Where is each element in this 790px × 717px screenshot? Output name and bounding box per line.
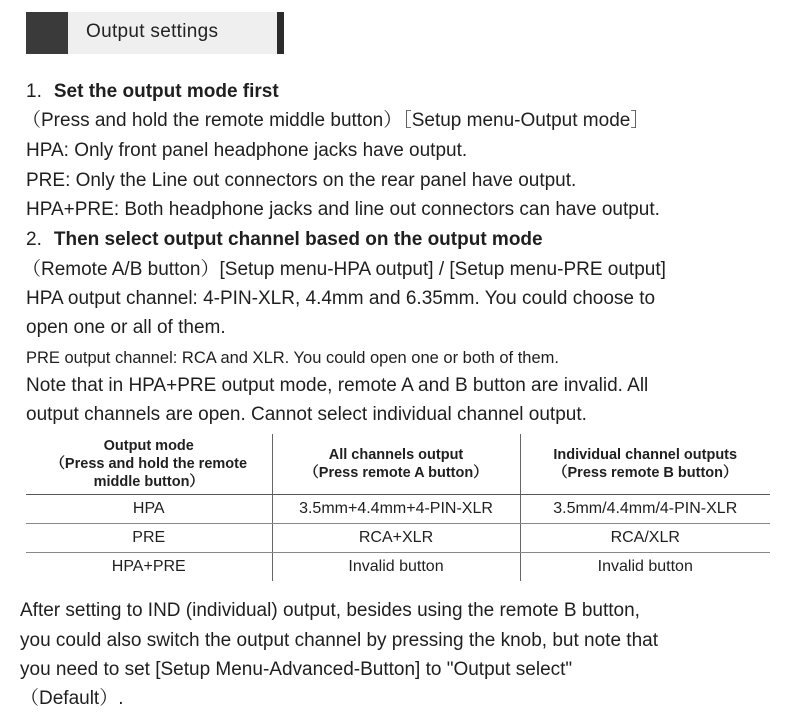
hpa-description: HPA: Only front panel headphone jacks have output. [26, 140, 468, 161]
cell-all: 3.5mm+4.4mm+4-PIN-XLR [272, 495, 520, 524]
footer-line3: you need to set [Setup Menu-Advanced-Button] to "Output select" [20, 659, 573, 680]
table-row [26, 495, 770, 524]
step1-title: Set the output mode first [53, 81, 279, 102]
table-row [26, 553, 770, 582]
header-label-box [68, 12, 284, 54]
cell-individual: Invalid button [597, 558, 693, 575]
hpa-channel-line2: open one or all of them. [26, 317, 226, 338]
section-title: Output settings [86, 21, 219, 42]
step2-heading [26, 228, 543, 252]
header-individual-channels: Individual channel outputs （Press remote B button） [520, 434, 770, 495]
cell-mode: PRE [26, 524, 272, 553]
step1-heading [26, 80, 279, 104]
cell-all: Invalid button [272, 553, 520, 582]
cell-mode: HPA+PRE [26, 553, 272, 582]
header-all-channels: All channels output （Press remote A button） [272, 434, 520, 495]
table-row [26, 524, 770, 553]
step1-number: 1. [26, 81, 42, 102]
cell-individual: RCA/XLR [520, 524, 770, 553]
output-mode-table [26, 434, 770, 581]
section-header [26, 12, 266, 54]
hpa-pre-description: HPA+PRE: Both headphone jacks and line out connectors can have output. [26, 199, 660, 220]
header-output-mode: Output mode （Press and hold the remote middle button） [26, 434, 272, 495]
step2-instruction: （Remote A/B button）[Setup menu-HPA output] / [Setup menu-PRE output] [22, 259, 666, 280]
step2-title: Then select output channel based on the output mode [53, 229, 543, 250]
cell-all: RCA+XLR [272, 524, 520, 553]
cell-individual: 3.5mm/4.4mm/4-PIN-XLR [520, 495, 770, 524]
pre-description: PRE: Only the Line out connectors on the rear panel have output. [26, 170, 577, 191]
header-marker [26, 12, 68, 54]
note-line1: Note that in HPA+PRE output mode, remote A and B button are invalid. All [26, 375, 649, 396]
note-line2: output channels are open. Cannot select individual channel output. [26, 404, 587, 425]
hpa-channel-line1: HPA output channel: 4-PIN-XLR, 4.4mm and 6.35mm. You could choose to [26, 288, 656, 309]
step2-number: 2. [26, 229, 42, 250]
footer-line2: you could also switch the output channel by pressing the knob, but note that [20, 630, 658, 651]
table-header-row [26, 434, 770, 495]
footer-line1: After setting to IND (individual) output, besides using the remote B button, [20, 600, 640, 621]
step1-instruction: （Press and hold the remote middle button）［Setup menu-Output mode］ [22, 110, 650, 131]
pre-channel-description: PRE output channel: RCA and XLR. You could open one or both of them. [26, 349, 559, 367]
footer-line4: （Default）. [20, 688, 124, 709]
cell-mode: HPA [26, 495, 272, 524]
